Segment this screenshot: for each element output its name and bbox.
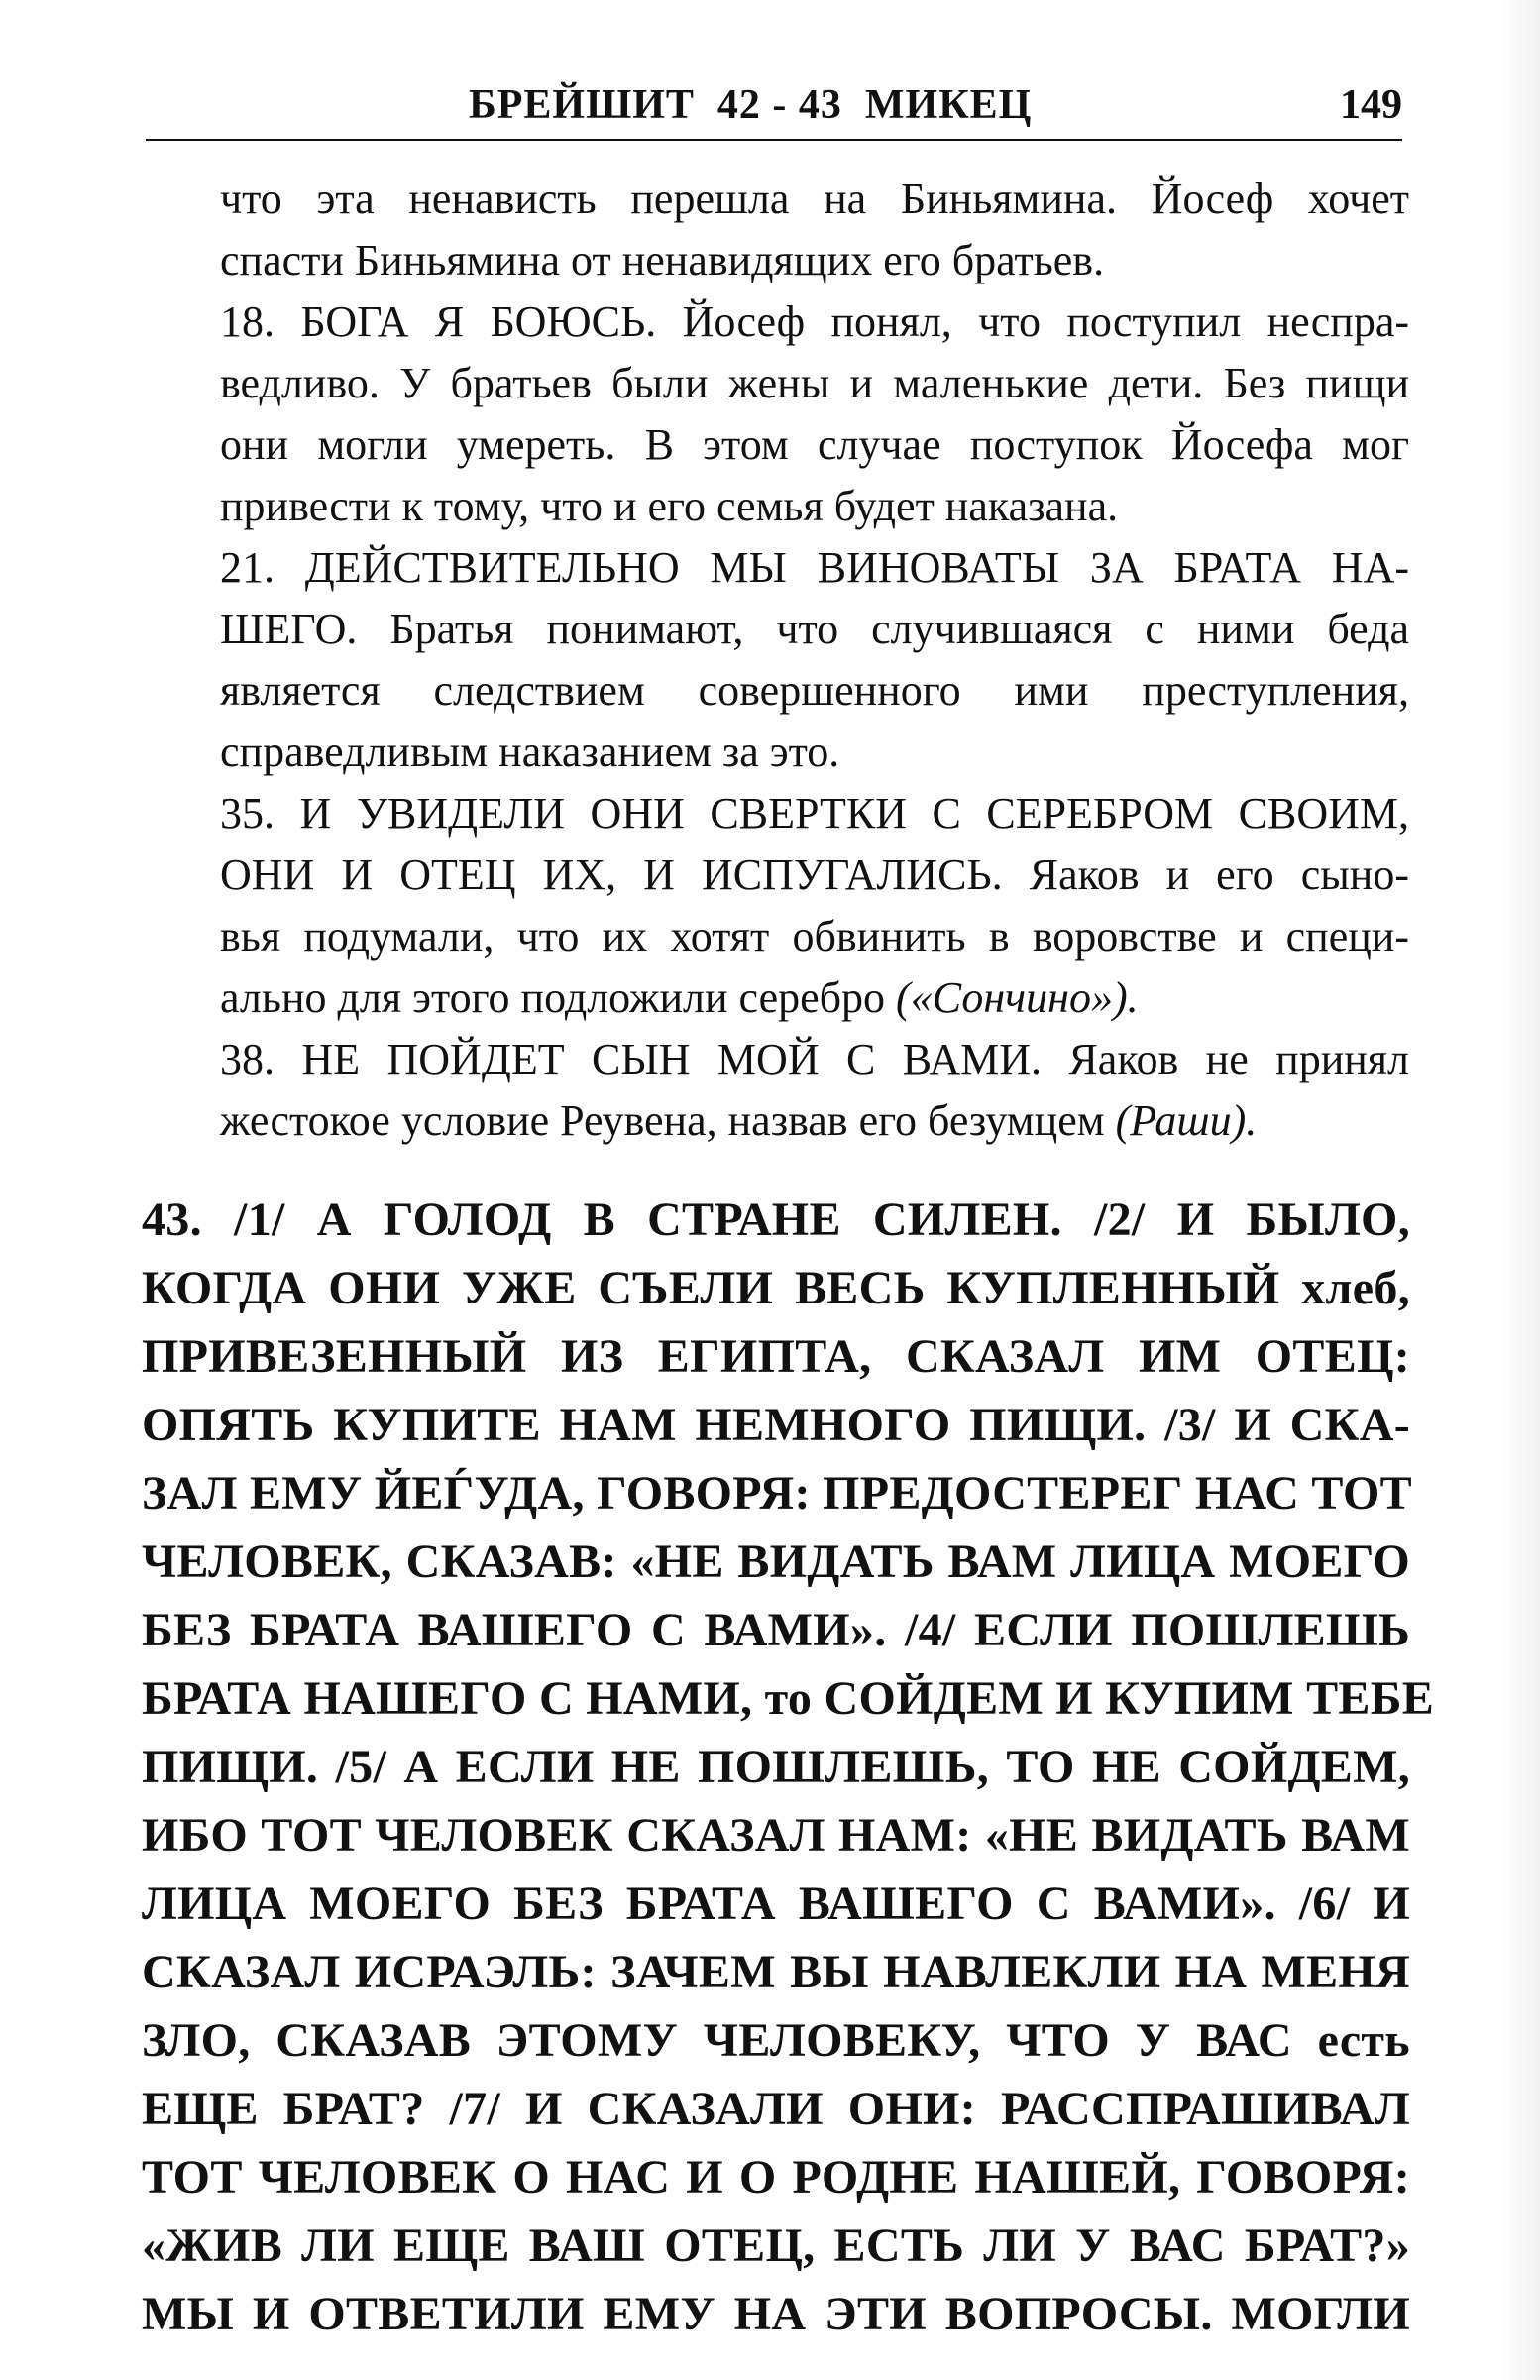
- verse-line: КОГДА ОНИ УЖЕ СЪЕЛИ ВЕСЬ КУПЛЕННЫЙ хлеб,: [142, 1262, 1410, 1314]
- verse-line: ПИЩИ. /5/ А ЕСЛИ НЕ ПОШЛЕШЬ, ТО НЕ СОЙДЕМ,: [142, 1741, 1410, 1793]
- commentary-line: 18. БОГА Я БОЮСЬ. Йосеф понял, что поступил неспра-: [220, 297, 1409, 346]
- verse-text-block: [142, 1186, 1435, 2348]
- commentary-line: является следствием совершенного ими преступления,: [220, 666, 1409, 715]
- verse-line: БЕЗ БРАТА ВАШЕГО С ВАМИ». /4/ ЕСЛИ ПОШЛЕШЬ: [142, 1604, 1410, 1656]
- verse-line: ОПЯТЬ КУПИТЕ НАМ НЕМНОГО ПИЩИ. /3/ И СКА-: [142, 1399, 1410, 1451]
- commentary-text: жестокое условие Реувена, назвав его безумцем: [220, 1096, 1116, 1145]
- commentary-line: вья подумали, что их хотят обвинить в воровстве и специ-: [220, 912, 1409, 961]
- verse-line: ПРИВЕЗЕННЫЙ ИЗ ЕГИПТА, СКАЗАЛ ИМ ОТЕЦ:: [142, 1330, 1410, 1383]
- commentary-block: [220, 169, 1409, 1152]
- commentary-line-with-citation: [220, 1090, 1409, 1152]
- verse-line: ТОТ ЧЕЛОВЕК О НАС И О РОДНЕ НАШЕЙ, ГОВОРЯ:: [142, 2151, 1410, 2204]
- scan-edge-shadow: [1500, 0, 1540, 2380]
- verse-line: ЗЛО, СКАЗАВ ЭТОМУ ЧЕЛОВЕКУ, ЧТО У ВАС есть: [142, 2014, 1410, 2067]
- commentary-line: что эта ненависть перешла на Биньямина. Йосеф хочет: [220, 174, 1409, 223]
- verse-line: СКАЗАЛ ИСРАЭЛЬ: ЗАЧЕМ ВЫ НАВЛЕКЛИ НА МЕНЯ: [142, 1946, 1410, 1998]
- commentary-line: 21. ДЕЙСТВИТЕЛЬНО МЫ ВИНОВАТЫ ЗА БРАТА НА-: [220, 543, 1409, 592]
- commentary-line: ШЕГО. Братья понимают, что случившаяся с ними беда: [220, 605, 1409, 653]
- commentary-line: привести к тому, что и его семья будет наказана.: [220, 482, 1119, 530]
- commentary-line: 35. И УВИДЕЛИ ОНИ СВЕРТКИ С СЕРЕБРОМ СВОИМ,: [220, 789, 1409, 838]
- citation-soncino: («Сончино»).: [896, 973, 1139, 1022]
- commentary-text: ально для этого подложили серебро: [220, 973, 897, 1022]
- commentary-line: ведливо. У братьев были жены и маленькие дети. Без пищи: [220, 359, 1409, 407]
- verse-line: БРАТА НАШЕГО С НАМИ, то СОЙДЕМ И КУПИМ ТЕБЕ: [142, 1672, 1435, 1725]
- header-rule: [146, 139, 1402, 141]
- page-number: 149: [1340, 82, 1402, 128]
- verse-line: 43. /1/ А ГОЛОД В СТРАНЕ СИЛЕН. /2/ И БЫЛО,: [142, 1193, 1410, 1246]
- verse-line: ЗАЛ ЕМУ ЙЕЃУДА, ГОВОРЯ: ПРЕДОСТЕРЕГ НАС ТОТ: [142, 1467, 1412, 1520]
- commentary-line: ОНИ И ОТЕЦ ИХ, И ИСПУГАЛИСЬ. Яаков и его сыно-: [220, 850, 1409, 899]
- commentary-line: они могли умереть. В этом случае поступок Йосефа мог: [220, 420, 1409, 469]
- commentary-line: 38. НЕ ПОЙДЕТ СЫН МОЙ С ВАМИ. Яаков не принял: [220, 1035, 1409, 1083]
- commentary-line: справедливым наказанием за это.: [220, 728, 840, 776]
- commentary-line-with-citation: [220, 967, 1409, 1029]
- citation-rashi: (Раши).: [1115, 1096, 1258, 1145]
- verse-line: «ЖИВ ЛИ ЕЩЕ ВАШ ОТЕЦ, ЕСТЬ ЛИ У ВАС БРАТ?»: [142, 2219, 1410, 2272]
- verse-line: ЕЩЕ БРАТ? /7/ И СКАЗАЛИ ОНИ: РАССПРАШИВАЛ: [142, 2083, 1410, 2135]
- running-title: БРЕЙШИТ 42 - 43 МИКЕЦ: [469, 82, 1033, 128]
- commentary-line: спасти Биньямина от ненавидящих его братьев.: [220, 236, 1105, 284]
- verse-line: ЛИЦА МОЕГО БЕЗ БРАТА ВАШЕГО С ВАМИ». /6/ И: [142, 1877, 1410, 1930]
- page-header: [146, 81, 1402, 141]
- verse-line: ИБО ТОТ ЧЕЛОВЕК СКАЗАЛ НАМ: «НЕ ВИДАТЬ ВАМ: [142, 1809, 1410, 1862]
- verse-line: МЫ И ОТВЕТИЛИ ЕМУ НА ЭТИ ВОПРОСЫ. МОГЛИ: [142, 2288, 1410, 2340]
- verse-line: ЧЕЛОВЕК, СКАЗАВ: «НЕ ВИДАТЬ ВАМ ЛИЦА МОЕГО: [142, 1535, 1410, 1588]
